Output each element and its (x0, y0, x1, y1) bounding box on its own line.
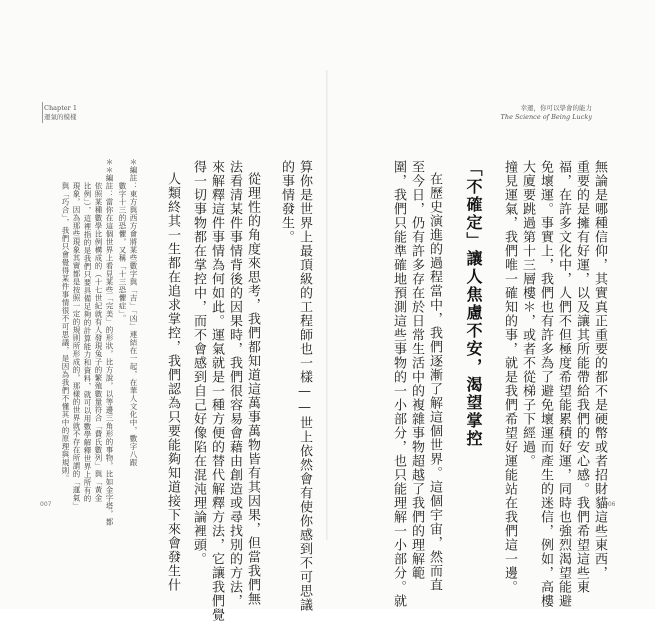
body-column: 從理性的角度來思考，我們都知道這萬事萬物皆有其因果，但當我們無 (245, 172, 260, 606)
footnote-line: 現象，因為那些現象其實都是按照一定的規則所形成的，那樣的世界就不存在所謂的「運氣」 (72, 158, 81, 510)
section-heading: 「不確定」讓人焦慮不安，渴望掌控 (464, 160, 483, 448)
body-column: 法看清某件事情背後的因果時，我們很容易會藉由創造或尋找別的方法， (227, 160, 242, 608)
body-column: 在歷史演進的過程當中，我們逐漸了解這個世界。這個宇宙，然而直 (427, 172, 442, 592)
body-column: 免壞運。事實上，我們也有許多為了避免壞運而產生的迷信，例如，高樓 (538, 160, 553, 608)
body-column: 算你是世界上最頂級的工程師也一樣——世上依然會有使你感到不可思議 (297, 160, 312, 612)
body-column: 重要的是擁有好運，以及讓其所能帶給我們的安心感。我們希望這些東 (574, 160, 589, 594)
page-gutter (326, 70, 328, 540)
body-column: 來解釋這件事情為何如此。運氣就是一種方便的替代解釋方法，它讓我們覺 (209, 160, 224, 622)
footnote-line: ＊編註：東方與西方會將某些數字與「吉」「凶」連結在一起，在華人文化中，數字八跟 (129, 158, 138, 467)
body-column: 人類終其一生都在追求掌控，我們認為只要能夠知道接下來會發生什 (165, 172, 180, 592)
running-header: 幸運，你可以學會的能力 (520, 104, 592, 112)
footnote-line: 與「巧合」，我們只會覺得某件事情很不可思議，是因為我們不懂其中的原理與規則。 (61, 158, 70, 483)
body-column: 無論是哪種信仰，其實真正重要的都不是硬幣或者招財貓這些東西， (592, 160, 607, 580)
body-column: 圍，我們只能準確地預測這些事物的一小部分，也只能理解一小部分。就 (391, 160, 406, 608)
body-column: 福，在許多文化中，人們不但極度希望能累積好運，同時也強烈渴望能避 (556, 160, 571, 608)
footnote-line: 依照某種數學比例構成的（十七世紀就有人發現兔子的繁殖數量符合「費氏數列」與「黃金 (94, 158, 103, 502)
chapter-title: 運氣的模樣 (44, 113, 77, 121)
running-header-en: The Science of Being Lucky (500, 113, 592, 121)
body-column: 得一切事物都在掌控中，而不會感到自己好像陷在混沌理論裡頭。 (191, 160, 206, 566)
footnote-line: 比例」），這裡指的是我們只要具備足夠的計算能力和資料，就可以用數學解釋世界上所有的 (83, 158, 92, 503)
body-column: 撞見運氣，我們唯一確知的事，就是我們希望好運能站在我們這一邊。 (502, 160, 517, 594)
header-rule (42, 102, 43, 123)
footnote-line: ＊＊編註：當你在這個世界上看見某些「完美」的形狀，比方說，以等邊三角形的事物，比如金字塔，都 (105, 158, 114, 526)
body-column: 的事情發生。 (279, 160, 294, 244)
body-column: 大廈要跳過第十三層樓＊，或者不從梯子下經過。 (520, 160, 535, 468)
body-column: 至今日，仍有許多存在於日常生活中的複雜事物超越了我們的理解範 (409, 160, 424, 580)
page-number-right: 006 (604, 501, 616, 508)
chapter-label: Chapter 1 (44, 104, 77, 112)
page-number-left: 007 (40, 501, 52, 508)
footnote-line: 數字十三的恐懼，又稱「十三恐懼症」。 (118, 158, 127, 323)
